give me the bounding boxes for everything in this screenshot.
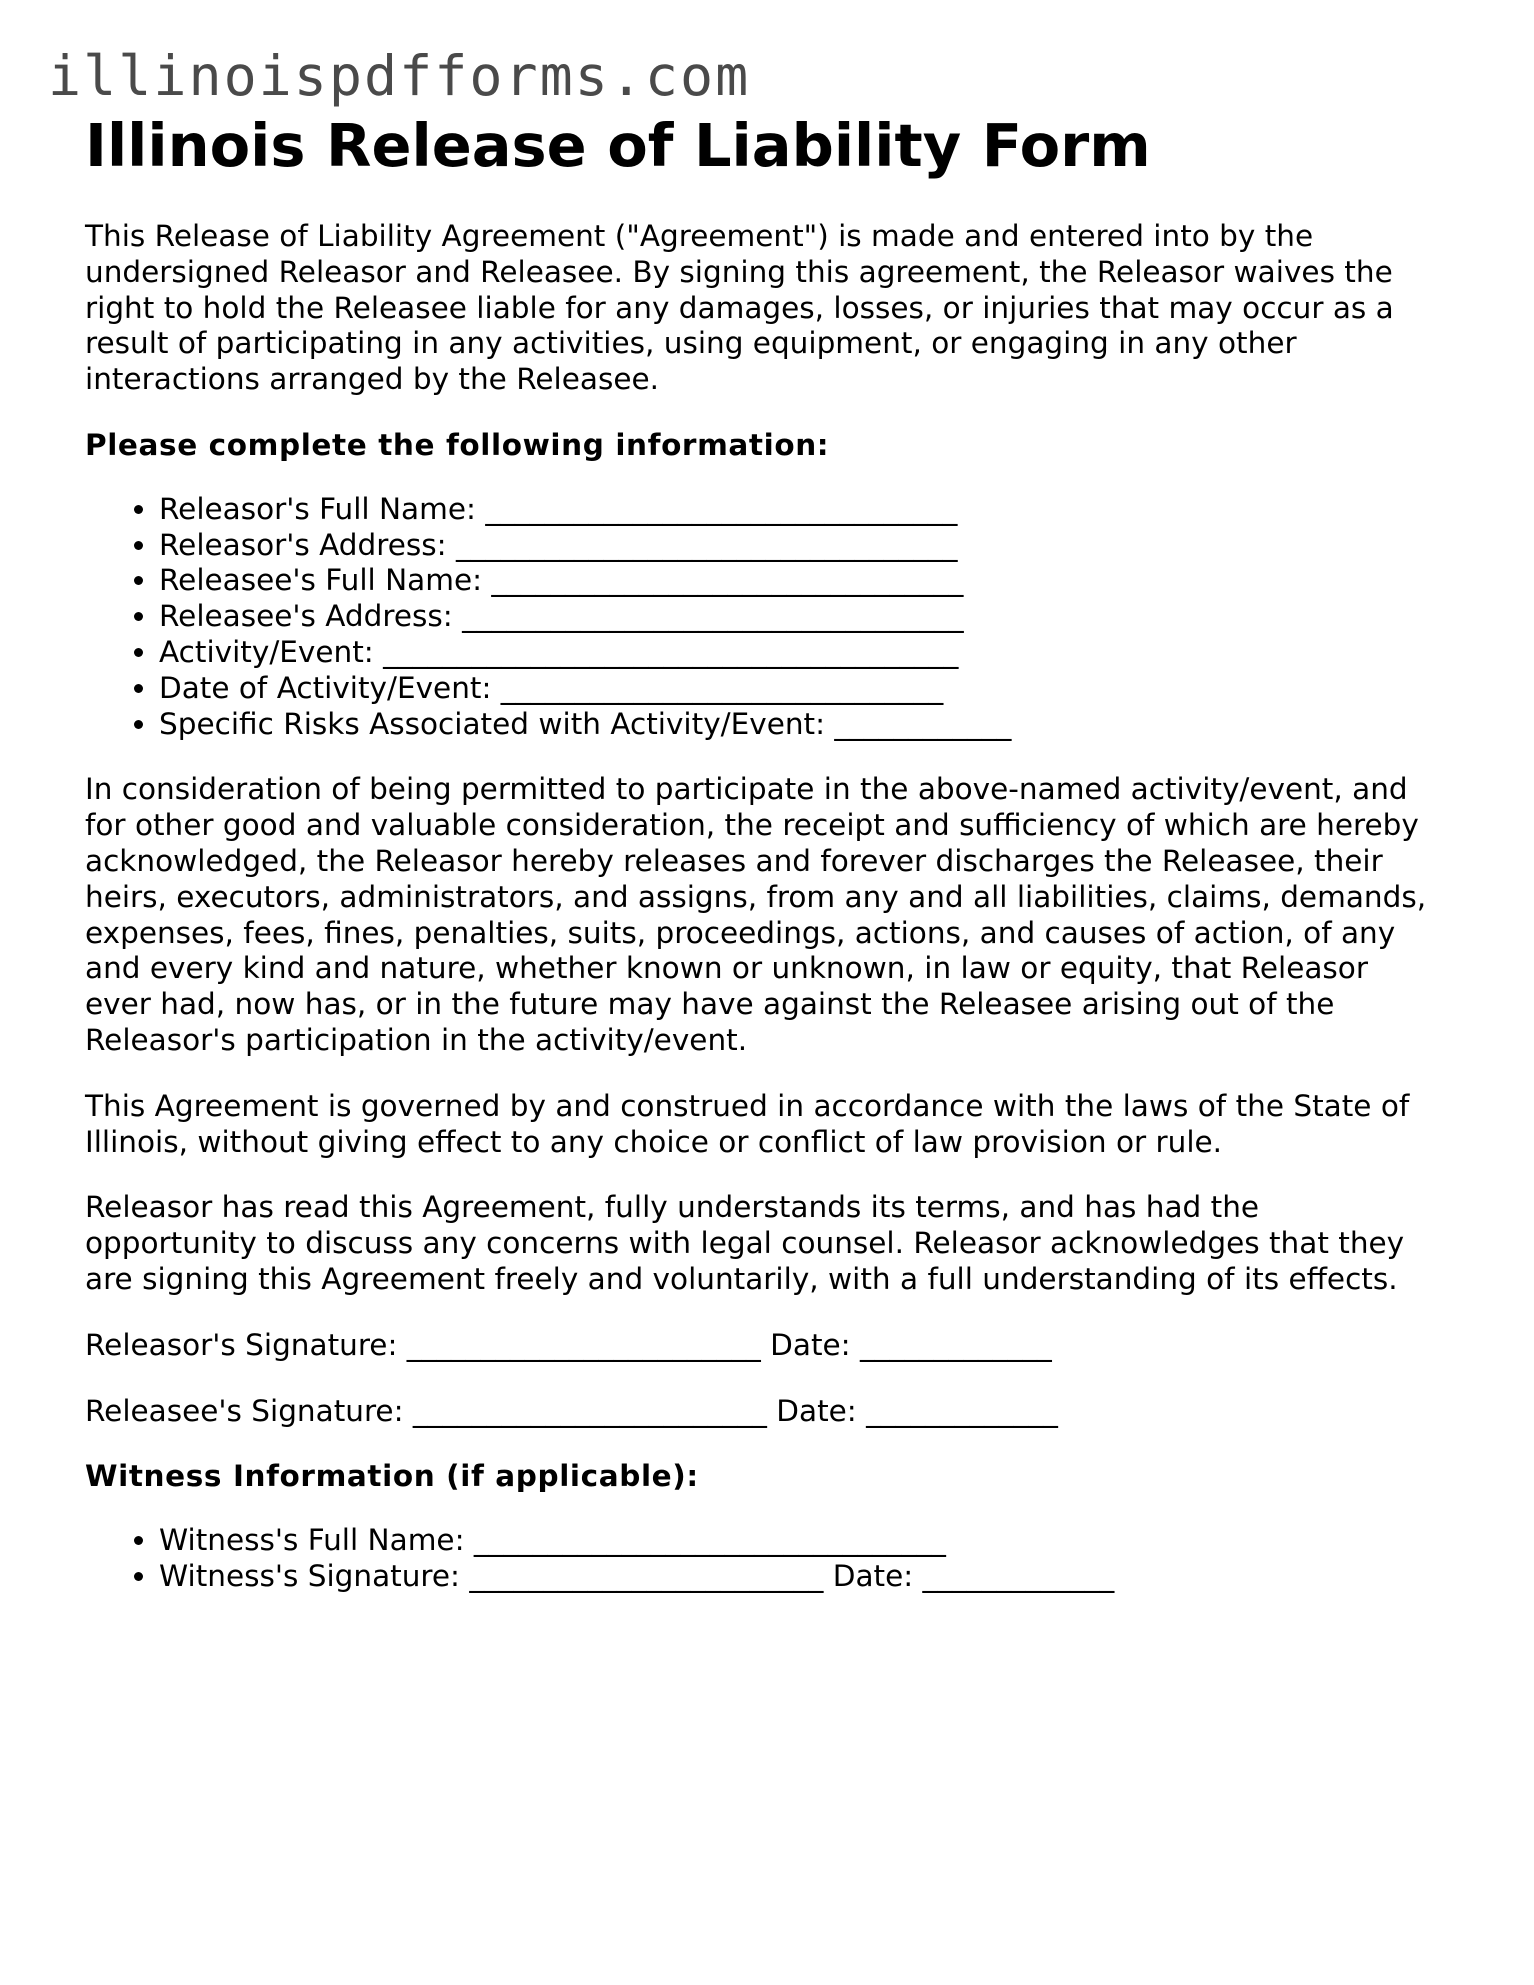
intro-line: interactions arranged by the Releasee. <box>85 362 659 397</box>
info-field-list <box>85 492 1465 743</box>
consideration-line: acknowledged, the Releasor hereby releases and forever discharges the Releasee, their <box>85 843 1383 878</box>
watermark: illinoispdfforms.com <box>48 44 751 108</box>
consideration-line: In consideration of being permitted to participate in the above-named activity/event, and <box>85 772 1408 807</box>
document-page <box>85 108 1465 1595</box>
activity-event-field[interactable]: • Activity/Event: _______________________________________ <box>159 635 1465 671</box>
document-title: Illinois Release of Liability Form <box>85 111 1151 180</box>
releasee-name-field[interactable]: • Releasee's Full Name: ________________________________ <box>159 563 1465 599</box>
governing-law-paragraph <box>85 1089 1465 1161</box>
consideration-paragraph <box>85 772 1465 1058</box>
releasor-name-field[interactable]: • Releasor's Full Name: ________________________________ <box>159 492 1465 528</box>
acknowledgment-paragraph <box>85 1190 1465 1297</box>
governing-line: Illinois, without giving effect to any choice or conflict of law provision or rule. <box>85 1124 1223 1159</box>
intro-line: undersigned Releasor and Releasee. By signing this agreement, the Releasor waives the <box>85 254 1393 289</box>
activity-date-field[interactable]: • Date of Activity/Event: ______________________________ <box>159 671 1465 707</box>
consideration-line: expenses, fees, fines, penalties, suits, proceedings, actions, and causes of action, of any <box>85 915 1396 950</box>
witness-signature-field[interactable]: • Witness's Signature: ________________________ Date: _____________ <box>159 1559 1465 1595</box>
info-heading: Please complete the following information: <box>85 427 830 462</box>
witness-field-list <box>85 1523 1465 1595</box>
intro-line: This Release of Liability Agreement ("Agreement") is made and entered into by the <box>85 219 1314 253</box>
governing-line: This Agreement is governed by and construed in accordance with the laws of the State of <box>85 1088 1410 1123</box>
releasee-signature-line[interactable]: Releasee's Signature: ________________________ Date: _____________ <box>85 1393 1058 1428</box>
acknowledgment-line: are signing this Agreement freely and voluntarily, with a full understanding of its effects. <box>85 1261 1398 1296</box>
releasee-address-field[interactable]: • Releasee's Address: __________________________________ <box>159 599 1465 635</box>
intro-line: right to hold the Releasee liable for any damages, losses, or injuries that may occur as a <box>85 290 1394 325</box>
consideration-line: ever had, now has, or in the future may have against the Releasee arising out of the <box>85 987 1335 1022</box>
releasor-signature-line[interactable]: Releasor's Signature: ________________________ Date: _____________ <box>85 1327 1052 1362</box>
consideration-line: heirs, executors, administrators, and assigns, from any and all liabilities, claims, demands, <box>85 879 1427 914</box>
consideration-line: and every kind and nature, whether known or unknown, in law or equity, that Releasor <box>85 951 1368 986</box>
acknowledgment-line: opportunity to discuss any concerns with legal counsel. Releasor acknowledges that they <box>85 1226 1405 1261</box>
releasor-address-field[interactable]: • Releasor's Address: __________________________________ <box>159 528 1465 564</box>
intro-paragraph <box>85 219 1465 398</box>
specific-risks-field[interactable]: • Specific Risks Associated with Activity/Event: ____________ <box>159 707 1465 743</box>
acknowledgment-line: Releasor has read this Agreement, fully understands its terms, and has had the <box>85 1190 1260 1225</box>
consideration-line: Releasor's participation in the activity/event. <box>85 1022 748 1057</box>
consideration-line: for other good and valuable consideration, the receipt and sufficiency of which are hereby <box>85 808 1419 843</box>
witness-heading: Witness Information (if applicable): <box>85 1459 699 1494</box>
intro-line: result of participating in any activities, using equipment, or engaging in any other <box>85 326 1297 361</box>
witness-name-field[interactable]: • Witness's Full Name: ________________________________ <box>159 1523 1465 1559</box>
